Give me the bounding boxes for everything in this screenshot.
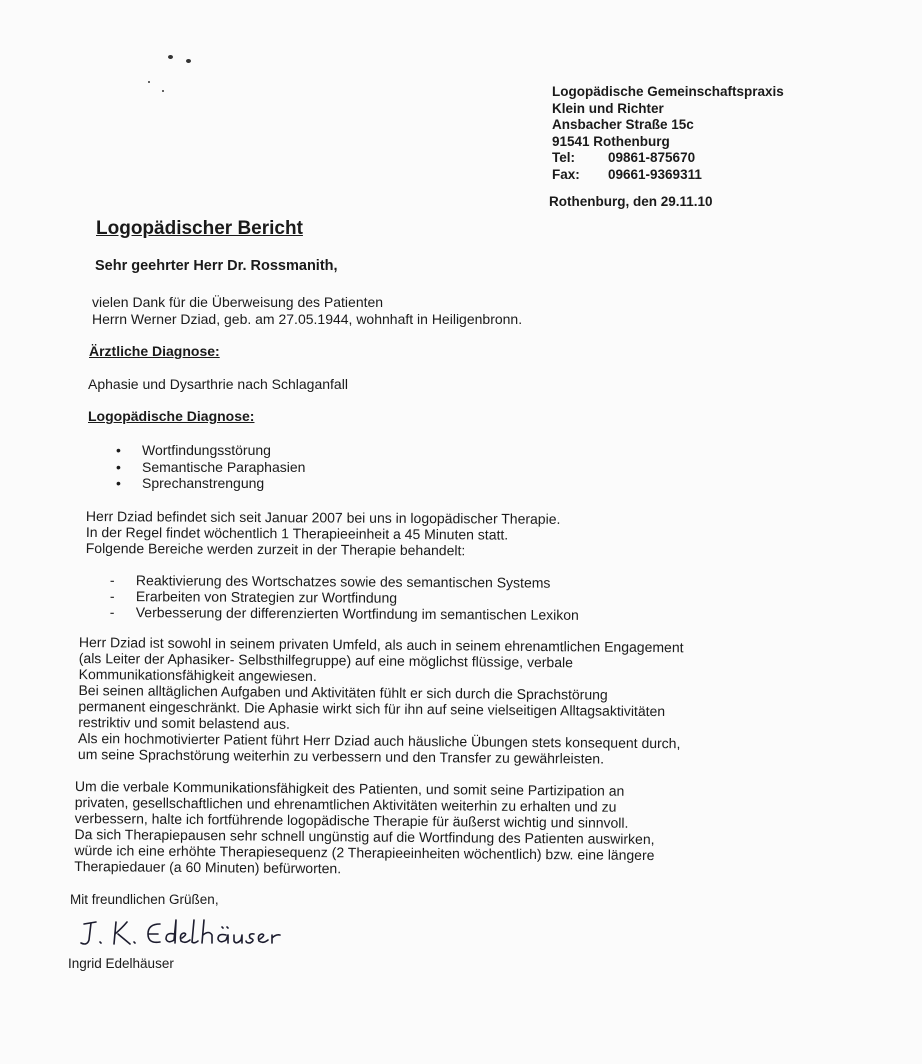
scan-speck <box>162 90 164 92</box>
paragraph-line: um seine Sprachstörung weiterhin zu verbessern und den Transfer zu gewährleisten. <box>77 745 605 767</box>
paragraph-line: Therapiedauer (a 60 Minuten) befürworten. <box>74 857 342 877</box>
paragraph-line: Als ein hochmotivierter Patient führt Herr Dziad auch häusliche Übungen stets konsequent durch, <box>78 729 681 752</box>
recommendation-paragraph <box>74 778 655 879</box>
sender-partners: Klein und Richter <box>552 100 664 116</box>
intro-line: vielen Dank für die Überweisung des Patienten <box>92 294 384 310</box>
sender-fax-row <box>552 167 784 184</box>
list-item: • Sprechanstrengung <box>116 475 305 492</box>
scan-speck <box>168 55 173 59</box>
paragraph-line: In der Regel findet wöchentlich 1 Therapieeinheit a 45 Minuten statt. <box>85 523 509 543</box>
list-item: • Semantische Paraphasien <box>116 459 305 476</box>
list-item: - Erarbeiten von Strategien zur Wortfindung <box>110 588 579 607</box>
paragraph-line: würde ich eine erhöhte Therapiesequenz (2 Therapieeinheiten wöchentlich) bzw. eine längere <box>74 841 655 864</box>
paragraph-line: Herr Dziad ist sowohl in seinem privaten Umfeld, als auch in seinem ehrenamtlichen Engagement <box>78 634 684 656</box>
handwritten-signature <box>78 910 318 960</box>
sender-practice: Logopädische Gemeinschaftspraxis <box>552 84 784 99</box>
paragraph-line: verbessern, halte ich fortführende logopädische Therapie für äußerst wichtig und sinnvoll. <box>74 809 629 831</box>
medical-diagnosis-heading: Ärztliche Diagnose: <box>89 343 220 359</box>
tel-number: 09861-875670 <box>608 150 696 165</box>
medical-diagnosis-text: Aphasie und Dysarthrie nach Schlaganfall <box>88 376 348 392</box>
speech-diagnosis-heading: Logopädische Diagnose: <box>88 408 255 424</box>
list-item: • Wortfindungsstörung <box>116 442 305 459</box>
paragraph-line: Da sich Therapiepausen sehr schnell ungünstig auf die Wortfindung des Patienten auswirken, <box>74 825 655 848</box>
patient-paragraph <box>78 634 684 767</box>
paragraph-line: Folgende Bereiche werden zurzeit in der Therapie behandelt: <box>85 539 466 559</box>
paragraph-line: Bei seinen alltäglichen Aufgaben und Aktivitäten fühlt er sich durch die Sprachstörung <box>78 681 608 703</box>
sender-street: Ansbacher Straße 15c <box>552 117 694 132</box>
page-title: Logopädischer Bericht <box>96 218 303 239</box>
fax-label: Fax: <box>552 166 580 182</box>
date-line: Rothenburg, den 29.11.10 <box>549 194 713 209</box>
speech-diagnosis-list <box>116 442 305 492</box>
paragraph-line: Um die verbale Kommunikationsfähigkeit des Patienten, und somit seine Partizipation an <box>74 778 625 799</box>
therapy-paragraph <box>86 508 561 559</box>
fax-number: 09661-9369311 <box>608 166 702 182</box>
scan-speck <box>186 59 191 63</box>
paragraph-line: restriktiv und somit belastend aus. <box>78 713 290 732</box>
closing: Mit freundlichen Grüßen, <box>70 892 219 907</box>
paragraph-line: privaten, gesellschaftlichen und ehrenamtlichen Aktivitäten weiterhin zu erhalten und zu <box>74 793 617 815</box>
intro-line: Herrn Werner Dziad, geb. am 27.05.1944, wohnhaft in Heiligenbronn. <box>92 311 523 327</box>
therapy-areas-list <box>110 572 579 623</box>
sender-tel-row <box>552 150 784 167</box>
salutation: Sehr geehrter Herr Dr. Rossmanith, <box>95 258 338 274</box>
paragraph-line: Herr Dziad befindet sich seit Januar 2007 bei uns in logopädischer Therapie. <box>85 508 561 527</box>
intro-text <box>92 294 522 328</box>
paragraph-line: permanent eingeschränkt. Die Aphasie wirkt sich für ihn auf seine vielseitigen Alltagsaktivitäten <box>78 697 666 720</box>
scan-speck <box>148 81 150 83</box>
tel-label: Tel: <box>552 150 575 165</box>
sender-address <box>552 84 784 183</box>
paragraph-line: (als Leiter der Aphasiker- Selbsthilfegruppe) auf eine möglichst flüssige, verbale <box>78 649 573 671</box>
list-item: - Reaktivierung des Wortschatzes sowie des semantischen Systems <box>110 572 579 591</box>
signer-name: Ingrid Edelhäuser <box>68 956 174 971</box>
list-item: - Verbesserung der differenzierten Wortfindung im semantischen Lexikon <box>110 604 579 623</box>
paragraph-line: Kommunikationsfähigkeit angewiesen. <box>78 665 317 685</box>
sender-city: 91541 Rothenburg <box>552 133 670 149</box>
